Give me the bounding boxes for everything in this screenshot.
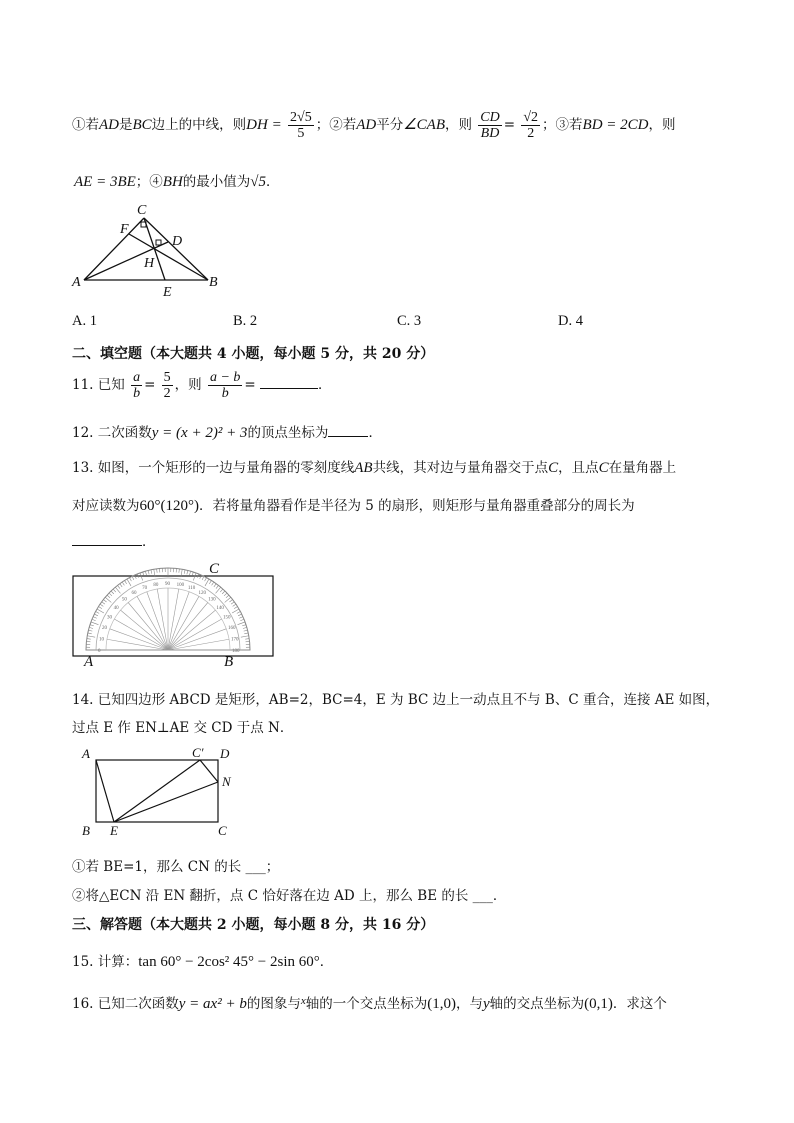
q13-line-1: 13. 如图，一个矩形的一边与量角器的零刻度线AB共线，其对边与量角器交于点C，且点C在量角器上 [72, 460, 677, 476]
protractor-tick [148, 570, 149, 574]
q14-line-2: 过点 E 作 EN⊥AE 交 CD 于点 N． [72, 720, 294, 736]
protractor-tick [125, 580, 127, 583]
protractor-tick [242, 625, 246, 626]
protractor-tick [87, 639, 91, 640]
protractor-scale-number: 10 [99, 637, 105, 643]
q16: 16. 已知二次函数y = ax² + b的图象与$^x$轴的一个交点坐标为(1,0)，与y轴的交点坐标为(0,1)．求这个 [72, 995, 667, 1012]
protractor-tick [237, 612, 241, 614]
protractor-scale-number: 90 [165, 582, 170, 587]
q15: 15. 计算：tan 60° − 2cos² 45° − 2sin 60°． [72, 954, 334, 970]
protractor-tick [241, 636, 249, 637]
protractor-tick [122, 582, 124, 585]
protractor-scale-number: 30 [106, 615, 112, 621]
q10-label-f: F [120, 222, 129, 237]
q12: 12. 二次函数y = (x + 2)² + 3的顶点坐标为 ． [72, 425, 382, 441]
protractor-tick [231, 602, 234, 604]
protractor-tick [179, 569, 180, 573]
protractor-tick [202, 576, 204, 580]
q10-label-e: E [163, 285, 172, 300]
fraction-cd-over-bd: $\frac{CD}{BD}$ [480, 110, 500, 141]
q14-label-c: C [218, 823, 227, 838]
protractor-scale-number: 120 [198, 590, 206, 596]
protractor-scale-number: 40 [113, 605, 119, 611]
protractor-tick [94, 614, 98, 616]
protractor-tick [140, 573, 143, 581]
protractor-scale-number: 150 [223, 615, 231, 621]
protractor-tick [157, 569, 158, 573]
protractor-scale-number: 140 [216, 605, 224, 611]
q10-label-c: C [137, 203, 147, 218]
protractor-tick [132, 576, 134, 580]
protractor-tick [87, 636, 95, 637]
q10-line-2: AE = 3BE；④BH的最小值为√5． [74, 174, 280, 190]
protractor-tick [184, 570, 185, 574]
protractor-tick [120, 584, 122, 587]
fraction-2sqrt5-over-5: $\frac{2√5}{5}$ [290, 110, 312, 141]
option-a[interactable]: A. 1 [72, 313, 97, 329]
protractor-scale-number: 110 [187, 586, 196, 592]
q14-label-e: E [110, 823, 118, 838]
q11-answer-blank[interactable] [260, 376, 318, 389]
protractor-tick [226, 595, 229, 598]
q12-answer-blank[interactable] [328, 424, 368, 437]
protractor-scale-number: 20 [102, 626, 108, 632]
protractor-tick [244, 633, 248, 634]
q10-label-b: B [209, 275, 218, 290]
protractor-tick [209, 580, 211, 583]
q14-label-n: N [222, 774, 231, 789]
protractor-tick [113, 589, 116, 592]
protractor-tick [192, 572, 193, 576]
protractor-tick [92, 619, 96, 620]
protractor-tick [100, 604, 103, 606]
protractor-tick [238, 622, 246, 625]
q13-line-2: 对应读数为60°(120°)．若将量角器看作是半径为 5 的扇形，则矩形与量角器重叠部分的周长为 [72, 498, 635, 514]
protractor-tick [187, 570, 188, 574]
protractor-tick [238, 614, 242, 616]
protractor-tick [245, 639, 249, 640]
q14-label-c-prime: C′ [192, 745, 204, 760]
protractor-scale-number: 0 [98, 649, 101, 654]
q14-rectangle-figure [76, 742, 246, 842]
q13-label-b: B [224, 654, 234, 670]
protractor-tick [214, 584, 216, 587]
q14-sub-2: ②将△ECN 沿 EN 翻折，点 C 恰好落在边 AD 上，那么 BE 的长 ___． [72, 888, 507, 904]
q13-answer-blank[interactable] [72, 533, 142, 546]
protractor-tick [189, 571, 190, 575]
protractor-tick [222, 591, 225, 594]
protractor-scale-number: 170 [230, 637, 239, 643]
protractor-tick [118, 585, 120, 588]
protractor-tick [232, 609, 239, 613]
protractor-tick [90, 625, 94, 626]
fraction-5-over-2: $\frac{5}{2}$ [163, 370, 171, 401]
q11: 11. 已知 $\frac{a}{b}$ = $\frac{5}{2}$ ，则 $\frac{a - b}{b}$ = ． [72, 370, 332, 401]
protractor-tick [205, 579, 209, 586]
protractor-tick [127, 579, 131, 586]
protractor-scale-number: 80 [153, 583, 159, 589]
section-2-heading: 二、填空题（本大题共 4 小题，每小题 5 分，共 20 分） [72, 346, 435, 362]
protractor-tick [111, 591, 114, 594]
protractor-tick [145, 571, 146, 575]
protractor-tick [244, 630, 248, 631]
section-3-heading: 三、解答题（本大题共 2 小题，每小题 8 分，共 16 分） [72, 917, 435, 933]
protractor-scale-number: 100 [176, 583, 185, 589]
protractor-tick [93, 617, 97, 619]
protractor-scale-number: 50 [121, 597, 127, 603]
protractor-tick [102, 602, 105, 604]
protractor-scale-number: 160 [227, 626, 236, 632]
q13-label-c: C [209, 561, 220, 577]
protractor-scale-number: 180 [232, 649, 240, 654]
protractor-tick [224, 593, 227, 596]
protractor-tick [205, 578, 207, 582]
option-c[interactable]: C. 3 [397, 313, 422, 329]
protractor-tick [89, 627, 93, 628]
fraction-a-over-b: $\frac{a}{b}$ [133, 370, 141, 401]
q10-label-h: H [144, 256, 155, 271]
protractor-tick [193, 573, 196, 581]
q13-line-3: ． [72, 530, 156, 550]
protractor-tick [109, 593, 112, 596]
fraction-sqrt2-over-2: $\frac{√2}{2}$ [523, 110, 539, 141]
protractor-scale-number: 60 [131, 590, 137, 596]
protractor-tick [243, 627, 247, 628]
q10-line-1: ①若AD是BC边上的中线，则DH = $\frac{2√5}{5}$ ；②若AD平分∠CAB，则 $\frac{CD}{BD}$ = $\frac{√2}{2}$ ；③若BD = 2CD，则 [72, 110, 676, 141]
protractor-tick [107, 595, 110, 598]
q13-label-a: A [84, 654, 94, 670]
protractor-tick [103, 600, 106, 602]
q14-line-1: 14. 已知四边形 ABCD 是矩形，AB=2，BC=4，E 为 BC 边上一动点且不与 B、C 重合，连接 AE 如图， [72, 692, 720, 708]
fraction-a-minus-b-over-b: $\frac{a - b}{b}$ [209, 370, 241, 401]
protractor-tick [98, 607, 101, 609]
protractor-tick [212, 582, 214, 585]
q13-protractor-figure [66, 558, 282, 670]
protractor-tick [97, 609, 104, 613]
protractor-tick [88, 630, 92, 631]
protractor-tick [91, 622, 99, 625]
protractor-tick [233, 604, 236, 606]
protractor-tick [216, 585, 218, 588]
q14-label-a: A [82, 746, 90, 761]
protractor-scale-number: 130 [208, 597, 216, 603]
protractor-tick [88, 633, 92, 634]
protractor-tick [151, 570, 152, 574]
q14-sub-1: ①若 BE=1，那么 CN 的长 ___； [72, 859, 280, 875]
protractor-tick [229, 600, 232, 602]
q10-label-d: D [172, 234, 183, 249]
protractor-tick [234, 607, 237, 609]
protractor-tick [130, 578, 132, 582]
protractor-scale-number: 70 [142, 586, 148, 592]
q14-label-d: D [220, 746, 230, 761]
protractor-tick [240, 619, 244, 620]
protractor-tick [239, 617, 243, 619]
protractor-tick [220, 589, 223, 592]
protractor-tick [96, 612, 100, 614]
option-d[interactable]: D. 4 [558, 313, 583, 329]
protractor-tick [143, 572, 144, 576]
q10-triangle-figure [68, 200, 228, 300]
q14-label-b: B [82, 823, 90, 838]
option-b[interactable]: B. 2 [233, 313, 258, 329]
q10-label-a: A [72, 275, 81, 290]
